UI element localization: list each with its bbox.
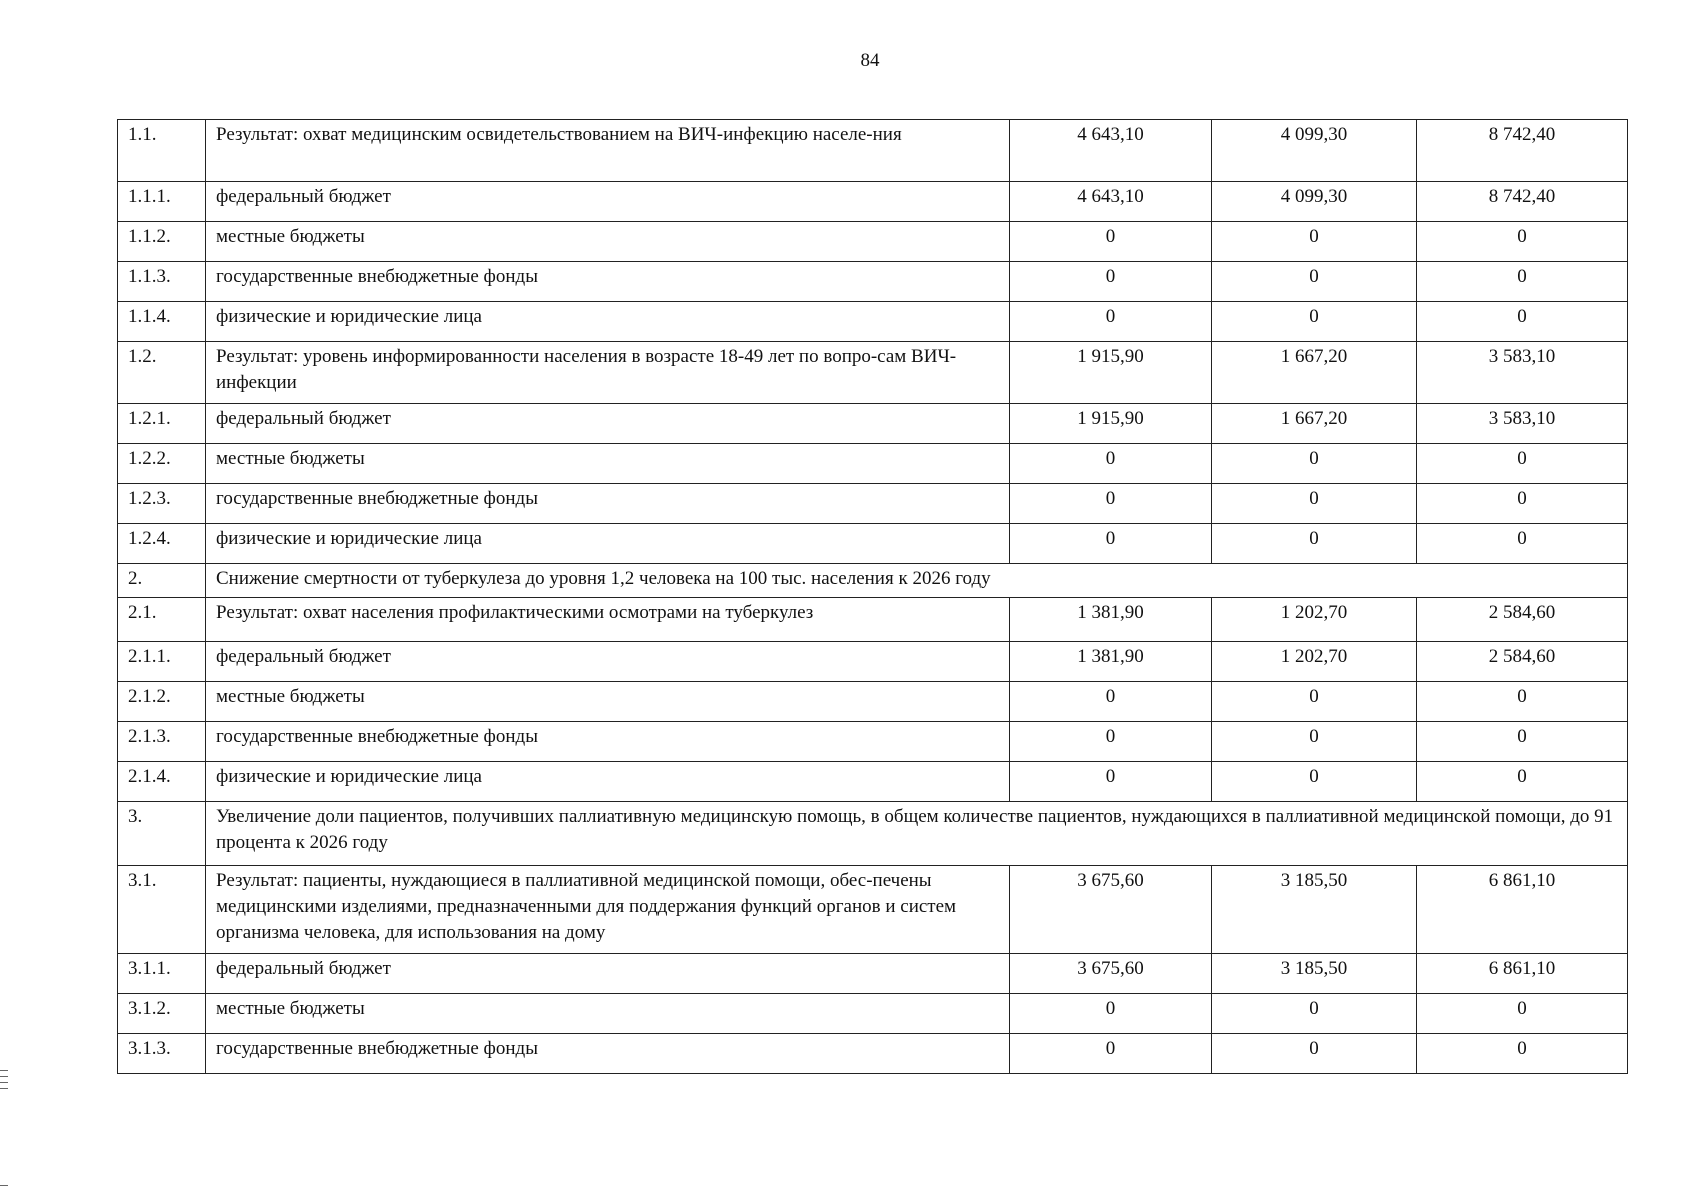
row-value-3: 3 583,10: [1417, 342, 1628, 404]
row-value-2: 4 099,30: [1212, 120, 1417, 182]
row-description: Результат: пациенты, нуждающиеся в паллиативной медицинской помощи, обес-печены медицинскими изделиями, предназначенными для поддержания функций органов и систем организма человека, для использования на дому: [206, 866, 1010, 954]
row-value-3: 8 742,40: [1417, 120, 1628, 182]
row-value-3: 6 861,10: [1417, 866, 1628, 954]
table-row: [118, 182, 1628, 222]
row-description: государственные внебюджетные фонды: [206, 484, 1010, 524]
row-value-3: 0: [1417, 682, 1628, 722]
row-value-1: 0: [1010, 262, 1212, 302]
row-description: Результат: уровень информированности населения в возрасте 18-49 лет по вопро-сам ВИЧ-инфекции: [206, 342, 1010, 404]
row-value-2: 0: [1212, 262, 1417, 302]
row-value-1: 3 675,60: [1010, 866, 1212, 954]
table-row: [118, 954, 1628, 994]
table-row: [118, 1034, 1628, 1074]
budget-table-body: [118, 120, 1628, 1074]
row-value-1: 0: [1010, 762, 1212, 802]
table-row: [118, 722, 1628, 762]
row-description: государственные внебюджетные фонды: [206, 1034, 1010, 1074]
table-row: [118, 342, 1628, 404]
margin-dash: [0, 1185, 8, 1186]
margin-marks: [0, 1070, 8, 1094]
row-value-2: 3 185,50: [1212, 954, 1417, 994]
row-value-1: 0: [1010, 722, 1212, 762]
row-value-3: 0: [1417, 1034, 1628, 1074]
page-number: 84: [860, 50, 880, 71]
row-value-1: 1 381,90: [1010, 598, 1212, 642]
row-description: федеральный бюджет: [206, 404, 1010, 444]
table-row: [118, 404, 1628, 444]
row-description: местные бюджеты: [206, 994, 1010, 1034]
row-value-3: 0: [1417, 444, 1628, 484]
row-number: 1.2.1.: [118, 404, 206, 444]
row-description: физические и юридические лица: [206, 762, 1010, 802]
budget-table: [117, 119, 1628, 1074]
table-row: [118, 642, 1628, 682]
row-description: федеральный бюджет: [206, 182, 1010, 222]
row-description: федеральный бюджет: [206, 642, 1010, 682]
row-description: государственные внебюджетные фонды: [206, 722, 1010, 762]
row-number: 2.1.1.: [118, 642, 206, 682]
row-number: 1.1.3.: [118, 262, 206, 302]
row-value-2: 1 667,20: [1212, 404, 1417, 444]
table-row: [118, 682, 1628, 722]
row-description: физические и юридические лица: [206, 524, 1010, 564]
table-row: [118, 302, 1628, 342]
row-value-2: 0: [1212, 222, 1417, 262]
row-value-3: 2 584,60: [1417, 642, 1628, 682]
row-number: 1.1.1.: [118, 182, 206, 222]
row-value-2: 0: [1212, 524, 1417, 564]
row-value-3: 0: [1417, 762, 1628, 802]
table-row: [118, 866, 1628, 954]
row-value-3: 6 861,10: [1417, 954, 1628, 994]
row-number: 3.: [118, 802, 206, 866]
table-row: [118, 444, 1628, 484]
row-value-2: 3 185,50: [1212, 866, 1417, 954]
row-value-2: 0: [1212, 682, 1417, 722]
row-value-1: 1 915,90: [1010, 404, 1212, 444]
table-row: [118, 222, 1628, 262]
table-row: [118, 120, 1628, 182]
row-number: 1.2.2.: [118, 444, 206, 484]
row-value-2: 0: [1212, 484, 1417, 524]
table-row: [118, 598, 1628, 642]
row-value-2: 0: [1212, 444, 1417, 484]
row-description: Снижение смертности от туберкулеза до уровня 1,2 человека на 100 тыс. населения к 2026 году: [206, 564, 1628, 598]
row-value-3: 3 583,10: [1417, 404, 1628, 444]
row-value-3: 0: [1417, 222, 1628, 262]
row-value-3: 2 584,60: [1417, 598, 1628, 642]
row-number: 3.1.1.: [118, 954, 206, 994]
row-value-1: 1 381,90: [1010, 642, 1212, 682]
row-number: 1.2.3.: [118, 484, 206, 524]
table-row: [118, 262, 1628, 302]
row-description: местные бюджеты: [206, 444, 1010, 484]
row-value-1: 4 643,10: [1010, 120, 1212, 182]
row-description: Результат: охват населения профилактическими осмотрами на туберкулез: [206, 598, 1010, 642]
row-number: 2.1.2.: [118, 682, 206, 722]
row-number: 1.1.2.: [118, 222, 206, 262]
row-value-1: 4 643,10: [1010, 182, 1212, 222]
row-description: Результат: охват медицинским освидетельствованием на ВИЧ-инфекцию населе-ния: [206, 120, 1010, 182]
row-value-2: 0: [1212, 302, 1417, 342]
row-number: 1.2.: [118, 342, 206, 404]
row-value-2: 0: [1212, 1034, 1417, 1074]
row-value-3: 0: [1417, 994, 1628, 1034]
row-description: физические и юридические лица: [206, 302, 1010, 342]
row-value-3: 0: [1417, 262, 1628, 302]
row-value-2: 0: [1212, 994, 1417, 1034]
row-value-2: 0: [1212, 722, 1417, 762]
row-number: 2.1.4.: [118, 762, 206, 802]
row-value-2: 1 667,20: [1212, 342, 1417, 404]
row-description: государственные внебюджетные фонды: [206, 262, 1010, 302]
row-value-1: 0: [1010, 682, 1212, 722]
row-number: 1.1.4.: [118, 302, 206, 342]
row-value-1: 0: [1010, 524, 1212, 564]
row-value-3: 8 742,40: [1417, 182, 1628, 222]
row-number: 3.1.2.: [118, 994, 206, 1034]
row-value-1: 0: [1010, 444, 1212, 484]
row-description: Увеличение доли пациентов, получивших паллиативную медицинскую помощь, в общем количестве пациентов, нуждающихся в паллиативной медицинской помощи, до 91 процента к 2026 году: [206, 802, 1628, 866]
table-row: [118, 994, 1628, 1034]
row-number: 3.1.: [118, 866, 206, 954]
table-row: [118, 802, 1628, 866]
row-value-3: 0: [1417, 302, 1628, 342]
row-value-1: 0: [1010, 484, 1212, 524]
row-value-2: 4 099,30: [1212, 182, 1417, 222]
row-number: 2.1.3.: [118, 722, 206, 762]
row-description: федеральный бюджет: [206, 954, 1010, 994]
row-value-1: 0: [1010, 302, 1212, 342]
table-row: [118, 762, 1628, 802]
row-number: 3.1.3.: [118, 1034, 206, 1074]
row-value-2: 1 202,70: [1212, 598, 1417, 642]
row-value-1: 0: [1010, 222, 1212, 262]
table-row: [118, 484, 1628, 524]
row-value-1: 3 675,60: [1010, 954, 1212, 994]
row-value-1: 0: [1010, 1034, 1212, 1074]
table-row: [118, 564, 1628, 598]
row-value-3: 0: [1417, 484, 1628, 524]
row-value-3: 0: [1417, 722, 1628, 762]
row-value-3: 0: [1417, 524, 1628, 564]
row-description: местные бюджеты: [206, 222, 1010, 262]
row-description: местные бюджеты: [206, 682, 1010, 722]
row-number: 1.1.: [118, 120, 206, 182]
row-number: 2.1.: [118, 598, 206, 642]
row-number: 2.: [118, 564, 206, 598]
row-value-1: 0: [1010, 994, 1212, 1034]
row-value-2: 0: [1212, 762, 1417, 802]
table-row: [118, 524, 1628, 564]
row-value-2: 1 202,70: [1212, 642, 1417, 682]
row-number: 1.2.4.: [118, 524, 206, 564]
row-value-1: 1 915,90: [1010, 342, 1212, 404]
